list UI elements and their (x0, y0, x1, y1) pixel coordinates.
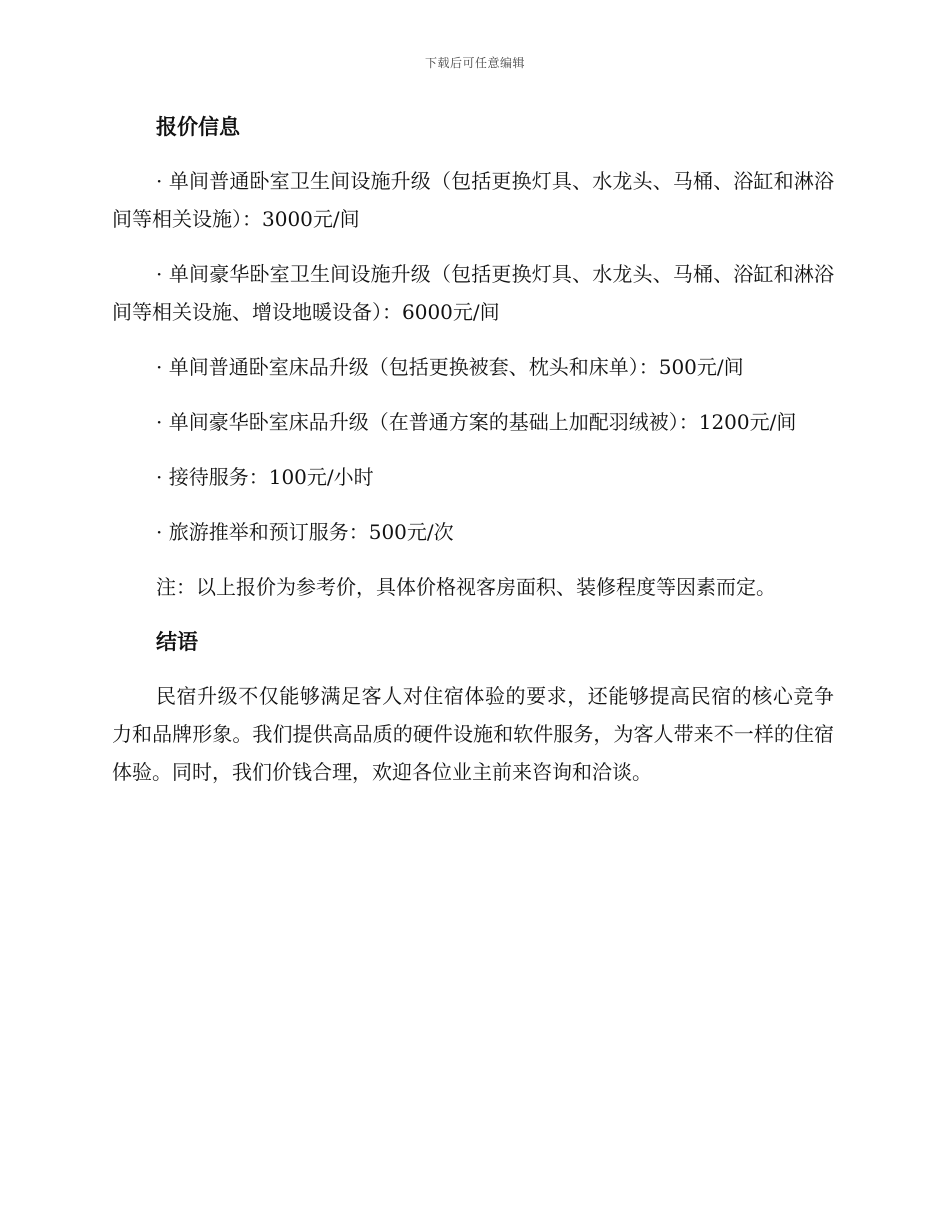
page-header-note: 下载后可任意编辑 (424, 56, 525, 70)
quote-note: 注：以上报价为参考价，具体价格视客房面积、装修程度等因素而定。 (156, 575, 776, 599)
document-body (112, 108, 834, 808)
conclusion-paragraph: 民宿升级不仅能够满足客人对住宿体验的要求，还能够提高民宿的核心竞争力和品牌形象。我们提供高品质的硬件设施和软件服务，为客人带来不一样的住宿体验。同时，我们价钱合理，欢迎各位业主前来咨询和洽谈。 (112, 684, 834, 784)
quote-item-3: · 单间普通卧室床品升级（包括更换被套、枕头和床单）：500元/间 (156, 355, 744, 379)
section-title-quote: 报价信息 (156, 115, 240, 139)
section-title-conclusion: 结语 (156, 630, 198, 654)
quote-item-2: · 单间豪华卧室卫生间设施升级（包括更换灯具、水龙头、马桶、浴缸和淋浴间等相关设施、增设地暖设备）：6000元/间 (112, 262, 834, 324)
quote-item-4: · 单间豪华卧室床品升级（在普通方案的基础上加配羽绒被）：1200元/间 (156, 410, 797, 434)
quote-item-1: · 单间普通卧室卫生间设施升级（包括更换灯具、水龙头、马桶、浴缸和淋浴间等相关设施）：3000元/间 (112, 169, 834, 231)
quote-item-6: · 旅游推举和预订服务：500元/次 (156, 520, 454, 544)
quote-item-5: · 接待服务：100元/小时 (156, 465, 374, 489)
